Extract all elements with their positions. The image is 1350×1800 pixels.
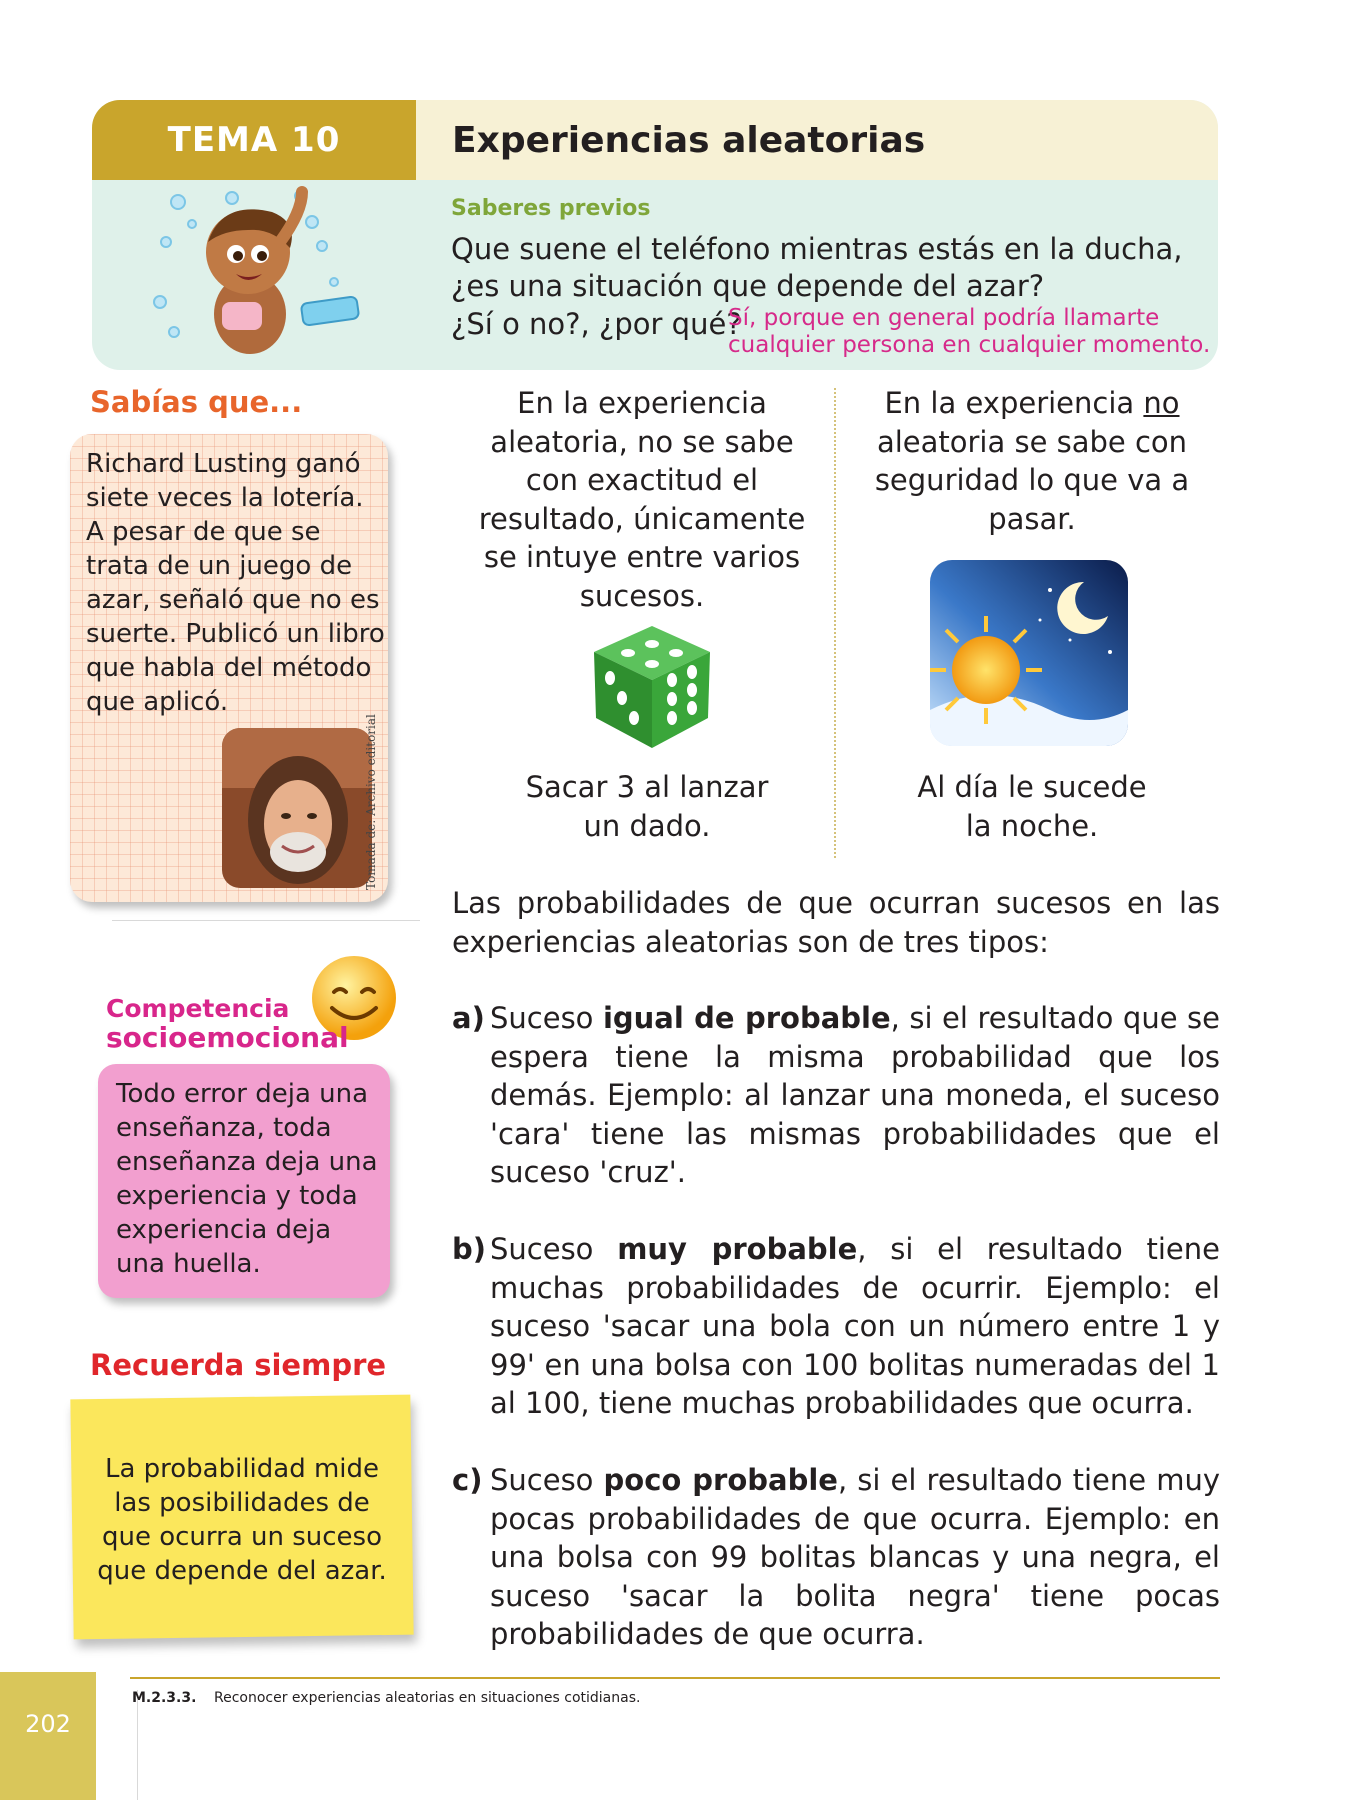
day-night-icon <box>930 560 1128 746</box>
list-text-post: , si el resultado tiene muchas probabilidades de ocurrir. Ejemplo: el suceso 'sacar una bola con un número entre 1 y 99' en una bolsa con 100 bolitas numeradas del 1 al 100, tiene muchas probabilidades que ocurra. <box>490 1232 1220 1420</box>
dice-caption <box>462 768 832 845</box>
sabias-que-text: Richard Lusting ganó siete veces la lotería. A pesar de que se trata de un juego de azar, señaló que no es suerte. Publicó un libro que habla del método que aplicó. <box>86 449 385 717</box>
photo-credit-text: Tomada de: Archivo editorial <box>364 714 378 890</box>
daynight-caption <box>862 768 1202 845</box>
photo-credit <box>364 714 384 890</box>
list-text-bold: poco probable <box>603 1463 838 1497</box>
list-text <box>490 1461 1220 1654</box>
list-text <box>490 999 1220 1192</box>
dice-caption-line-2: un dado. <box>583 808 711 843</box>
curriculum-code: M.2.3.3. <box>132 1690 197 1706</box>
list-item-b <box>452 1230 1220 1423</box>
tema-label: TEMA 10 <box>92 100 416 180</box>
list-label: c) <box>452 1463 483 1497</box>
tema-header <box>92 100 1218 370</box>
daynight-caption-line-2: la noche. <box>965 808 1099 843</box>
competencia-text: Todo error deja una enseñanza, toda enseñanza deja una experiencia y toda experiencia deja una huella. <box>116 1079 378 1279</box>
list-item-a <box>452 999 1220 1192</box>
footer-line <box>130 1677 1220 1679</box>
no-aleatoria-text-after: aleatoria se sabe con seguridad lo que va a pasar. <box>874 424 1190 536</box>
recuerda-text: La probabilidad mide las posibilidades de que ocurra un suceso que depende del azar. <box>97 1454 387 1586</box>
dice-caption-line-1: Sacar 3 al lanzar <box>525 770 769 804</box>
column-divider <box>834 388 836 858</box>
list-text <box>490 1230 1220 1423</box>
list-item-c <box>452 1461 1220 1654</box>
list-text-bold: igual de probable <box>602 1001 891 1035</box>
intro-paragraph: Las probabilidades de que ocurran sucesos en las experiencias aleatorias son de tres tipos: <box>452 886 1220 959</box>
no-aleatoria-underlined: no <box>1143 386 1180 420</box>
list-text-post: , si el resultado que se espera tiene la misma probabilidad que los demás. Ejemplo: al lanzar una moneda, el suceso 'cara' tiene las mismas probabilidades que el suceso 'cruz'. <box>490 1001 1221 1189</box>
richard-lusting-photo <box>222 728 372 888</box>
recuerda-siempre-title: Recuerda siempre <box>90 1348 387 1382</box>
list-text-bold: muy probable <box>617 1232 858 1266</box>
daynight-caption-line-1: Al día le sucede <box>917 770 1147 804</box>
page-title: Experiencias aleatorias <box>452 119 926 161</box>
list-label: a) <box>452 1001 485 1035</box>
footer-vertical-line <box>137 1690 138 1800</box>
answer-line-1: Sí, porque en general podría llamarte <box>728 305 1160 331</box>
handwritten-answer <box>728 305 1210 359</box>
answer-line-2: cualquier persona en cualquier momento. <box>728 332 1211 358</box>
aleatoria-description: En la experiencia aleatoria, no se sabe con exactitud el resultado, únicamente se intuye entre varios sucesos. <box>478 386 806 613</box>
list-label: b) <box>452 1232 487 1266</box>
question-line-1: Que suene el teléfono mientras estás en la ducha, <box>451 232 1183 266</box>
sabias-que-title: Sabías que... <box>90 385 303 419</box>
boy-shower-illustration <box>152 182 372 367</box>
no-aleatoria-description <box>862 384 1202 538</box>
list-text-pre: Suceso <box>490 1232 618 1266</box>
curriculum-description: Reconocer experiencias aleatorias en situaciones cotidianas. <box>214 1690 641 1706</box>
left-divider <box>112 920 420 921</box>
saberes-previos-label: Saberes previos <box>451 196 651 221</box>
dice-icon <box>588 622 716 752</box>
list-text-post: , si el resultado tiene muy pocas probabilidades de que ocurra. Ejemplo: en una bolsa con 99 bolitas blancas y una negra, el suceso 'sacar la bolita negra' tiene pocas probabilidades de que ocurra. <box>490 1463 1220 1651</box>
list-text-pre: Suceso <box>490 1463 604 1497</box>
competencia-title-line-2: socioemocional <box>106 1021 349 1054</box>
no-aleatoria-text-before: En la experiencia <box>884 386 1144 420</box>
question-line-2: ¿es una situación que depende del azar? <box>451 269 1045 303</box>
list-text-pre: Suceso <box>490 1001 603 1035</box>
page-number: 202 <box>25 1710 71 1738</box>
question-line-3: ¿Sí o no?, ¿por qué? <box>451 307 742 341</box>
title-bar <box>416 100 1218 180</box>
competencia-title-line-1: Competencia <box>106 994 290 1023</box>
